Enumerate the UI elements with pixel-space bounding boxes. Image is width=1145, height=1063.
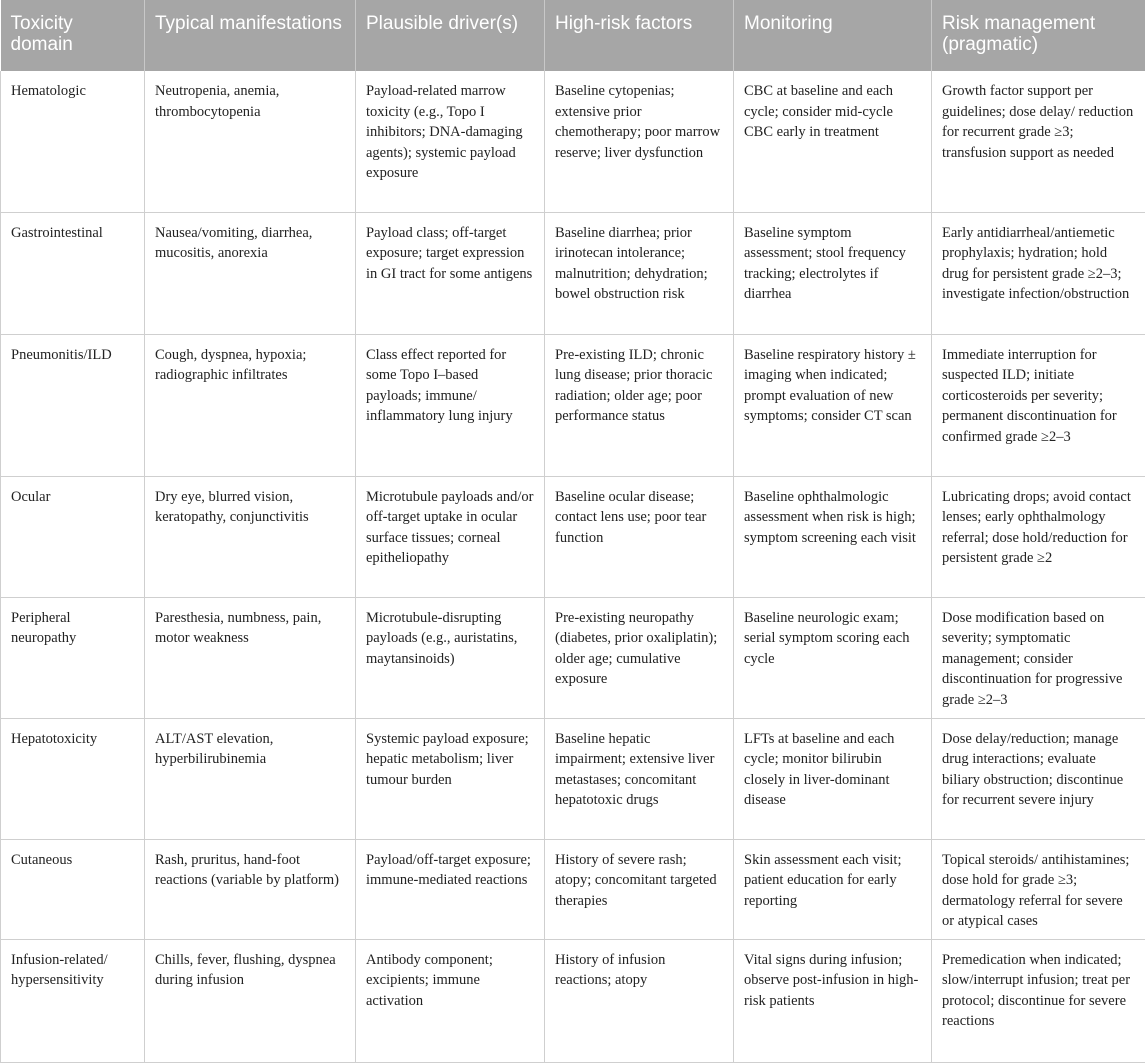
cell-domain: Pneumonitis/ILD (1, 334, 145, 476)
cell-risk-management: Dose modification based on severity; symptomatic management; consider discontinuation for progressive grade ≥2–3 (932, 597, 1145, 718)
table-header (1, 0, 1145, 71)
header-monitoring: Monitoring (734, 0, 932, 71)
cell-risk-factors: Baseline cytopenias; extensive prior chemotherapy; poor marrow reserve; liver dysfunction (545, 71, 734, 212)
cell-risk-management: Lubricating drops; avoid contact lenses; early ophthalmology referral; dose hold/reduction for persistent grade ≥2 (932, 476, 1145, 597)
table-row (1, 597, 1145, 718)
cell-manifestations: Dry eye, blurred vision, keratopathy, conjunctivitis (145, 476, 356, 597)
cell-risk-factors: Baseline diarrhea; prior irinotecan intolerance; malnutrition; dehydration; bowel obstruction risk (545, 212, 734, 334)
cell-drivers: Class effect reported for some Topo I–based payloads; immune/ inflammatory lung injury (356, 334, 545, 476)
cell-monitoring: Baseline respiratory history ± imaging when indicated; prompt evaluation of new symptoms; consider CT scan (734, 334, 932, 476)
cell-risk-management: Immediate interruption for suspected ILD; initiate corticosteroids per severity; permanent discontinuation for confirmed grade ≥2–3 (932, 334, 1145, 476)
cell-monitoring: CBC at baseline and each cycle; consider mid-cycle CBC early in treatment (734, 71, 932, 212)
cell-domain: Hematologic (1, 71, 145, 212)
header-typical-manifestations: Typical manifestations (145, 0, 356, 71)
table-row (1, 839, 1145, 939)
table-row (1, 212, 1145, 334)
cell-drivers: Antibody component; excipients; immune activation (356, 939, 545, 1062)
cell-manifestations: Cough, dyspnea, hypoxia; radiographic infiltrates (145, 334, 356, 476)
cell-manifestations: Nausea/vomiting, diarrhea, mucositis, anorexia (145, 212, 356, 334)
cell-risk-factors: Pre-existing neuropathy (diabetes, prior oxaliplatin); older age; cumulative exposure (545, 597, 734, 718)
cell-risk-management: Early antidiarrheal/antiemetic prophylaxis; hydration; hold drug for persistent grade ≥2–3; investigate infection/obstruction (932, 212, 1145, 334)
cell-domain: Ocular (1, 476, 145, 597)
cell-domain: Infusion-related/ hypersensitivity (1, 939, 145, 1062)
cell-risk-management: Dose delay/reduction; manage drug interactions; evaluate biliary obstruction; discontinue for recurrent severe injury (932, 718, 1145, 839)
cell-drivers: Payload-related marrow toxicity (e.g., Topo I inhibitors; DNA-damaging agents); systemic payload exposure (356, 71, 545, 212)
cell-manifestations: Neutropenia, anemia, thrombocytopenia (145, 71, 356, 212)
cell-risk-factors: Baseline hepatic impairment; extensive liver metastases; concomitant hepatotoxic drugs (545, 718, 734, 839)
cell-risk-factors: History of infusion reactions; atopy (545, 939, 734, 1062)
cell-risk-management: Topical steroids/ antihistamines; dose hold for grade ≥3; dermatology referral for severe or atypical cases (932, 839, 1145, 939)
cell-risk-factors: History of severe rash; atopy; concomitant targeted therapies (545, 839, 734, 939)
cell-risk-factors: Pre-existing ILD; chronic lung disease; prior thoracic radiation; older age; poor performance status (545, 334, 734, 476)
cell-manifestations: Chills, fever, flushing, dyspnea during infusion (145, 939, 356, 1062)
cell-monitoring: Baseline ophthalmologic assessment when risk is high; symptom screening each visit (734, 476, 932, 597)
cell-monitoring: Baseline symptom assessment; stool frequency tracking; electrolytes if diarrhea (734, 212, 932, 334)
cell-domain: Cutaneous (1, 839, 145, 939)
cell-monitoring: Vital signs during infusion; observe post-infusion in high-risk patients (734, 939, 932, 1062)
cell-risk-management: Growth factor support per guidelines; dose delay/ reduction for recurrent grade ≥3; transfusion support as needed (932, 71, 1145, 212)
cell-monitoring: Skin assessment each visit; patient education for early reporting (734, 839, 932, 939)
header-toxicity-domain: Toxicity domain (1, 0, 145, 71)
header-row (1, 0, 1145, 71)
header-risk-management: Risk management (pragmatic) (932, 0, 1145, 71)
cell-manifestations: Rash, pruritus, hand-foot reactions (variable by platform) (145, 839, 356, 939)
table-body (1, 71, 1145, 1062)
table-row (1, 939, 1145, 1062)
cell-domain: Hepatotoxicity (1, 718, 145, 839)
cell-manifestations: Paresthesia, numbness, pain, motor weakness (145, 597, 356, 718)
cell-manifestations: ALT/AST elevation, hyperbilirubinemia (145, 718, 356, 839)
table-row (1, 476, 1145, 597)
cell-risk-management: Premedication when indicated; slow/interrupt infusion; treat per protocol; discontinue for severe reactions (932, 939, 1145, 1062)
cell-risk-factors: Baseline ocular disease; contact lens use; poor tear function (545, 476, 734, 597)
header-high-risk-factors: High-risk factors (545, 0, 734, 71)
cell-drivers: Payload class; off-target exposure; target expression in GI tract for some antigens (356, 212, 545, 334)
cell-monitoring: LFTs at baseline and each cycle; monitor bilirubin closely in liver-dominant disease (734, 718, 932, 839)
cell-drivers: Payload/off-target exposure; immune-mediated reactions (356, 839, 545, 939)
cell-domain: Peripheral neuropathy (1, 597, 145, 718)
header-plausible-drivers: Plausible driver(s) (356, 0, 545, 71)
table-row (1, 71, 1145, 212)
table-row (1, 334, 1145, 476)
table-row (1, 718, 1145, 839)
cell-drivers: Microtubule payloads and/or off-target uptake in ocular surface tissues; corneal epitheliopathy (356, 476, 545, 597)
cell-drivers: Microtubule-disrupting payloads (e.g., auristatins, maytansinoids) (356, 597, 545, 718)
cell-monitoring: Baseline neurologic exam; serial symptom scoring each cycle (734, 597, 932, 718)
cell-domain: Gastrointestinal (1, 212, 145, 334)
cell-drivers: Systemic payload exposure; hepatic metabolism; liver tumour burden (356, 718, 545, 839)
